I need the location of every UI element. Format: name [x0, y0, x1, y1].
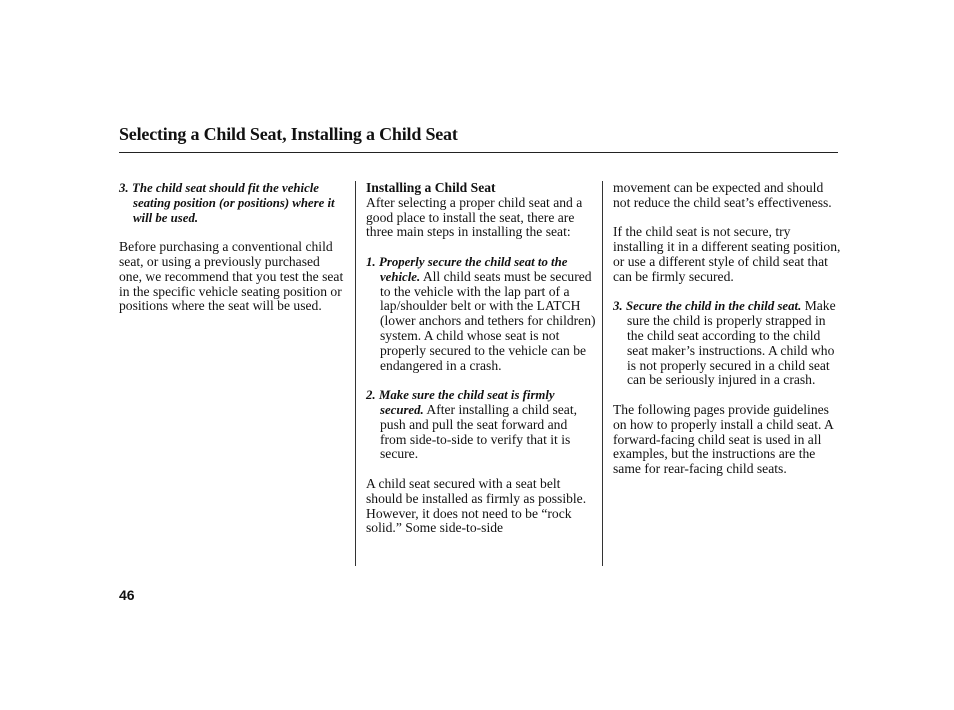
list-item-3-fit: [119, 181, 344, 225]
title-divider: [119, 152, 838, 153]
item-heading: Secure the child in the child seat.: [626, 299, 802, 314]
item-number: 2.: [366, 388, 376, 403]
item-heading: Properly secure the child seat to the vehicle.: [379, 254, 568, 284]
item-number: 1.: [366, 254, 376, 269]
column-divider: [355, 181, 356, 566]
item-number: 3.: [613, 299, 623, 314]
page-title: Selecting a Child Seat, Installing a Child Seat: [119, 124, 458, 144]
section-subheading: Installing a Child Seat: [366, 180, 496, 195]
list-item-1: [366, 255, 596, 373]
paragraph: The following pages provide guidelines on how to properly install a child seat. A forward-facing child seat is used in all examples, but the instructions are the same for rear-facing child seats.: [613, 401, 834, 477]
column-divider: [602, 181, 603, 566]
page-number: 46: [119, 587, 135, 603]
item-heading: Make sure the child seat is firmly secured.: [379, 388, 555, 417]
list-item-2: [366, 388, 596, 462]
paragraph: movement can be expected and should not reduce the child seat’s effectiveness.: [613, 180, 832, 210]
column-right: [613, 181, 843, 477]
list-item-3-secure: [613, 299, 843, 388]
item-text: All child seats must be secured to the vehicle with the lap part of a lap/shoulder belt or with the LATCH (lower anchors and tethers for children) system. A child whose seat is not properly secured to the vehicle can be endangered in a crash.: [380, 268, 596, 373]
item-number: 3.: [119, 181, 129, 195]
column-left: [119, 181, 344, 314]
item-text: Make sure the child is properly strapped in the child seat according to the child seat maker’s instructions. A child who is not properly secured in a child seat can be seriously injured in a crash.: [627, 298, 836, 388]
paragraph: A child seat secured with a seat belt should be installed as firmly as possible. However, it does not need to be “rock solid.” Some side-to-side: [366, 475, 587, 536]
paragraph: Before purchasing a conventional child seat, or using a previously purchased one, we recommend that you test the seat in the specific vehicle seating position or positions where the seat will be used.: [119, 239, 344, 314]
item-text: After installing a child seat, push and pull the seat forward and from side-to-side to verify that it is secure.: [380, 401, 577, 462]
paragraph: If the child seat is not secure, try installing it in a different seating position, or use a different style of child seat that can be firmly secured.: [613, 224, 841, 284]
item-heading: The child seat should fit the vehicle seating position (or positions) where it will be used.: [132, 181, 335, 225]
column-middle: [366, 181, 596, 536]
paragraph: After selecting a proper child seat and a good place to install the seat, there are three main steps in installing the seat:: [366, 194, 583, 240]
